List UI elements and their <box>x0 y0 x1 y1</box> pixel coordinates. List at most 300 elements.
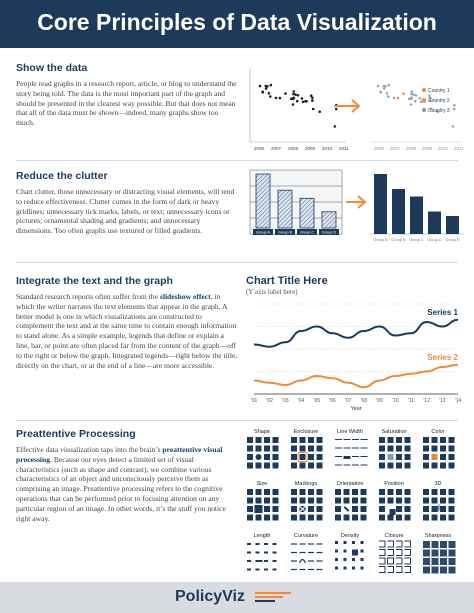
scatter-point <box>334 125 337 128</box>
tick-label: '08 <box>360 398 368 404</box>
mark <box>379 437 385 443</box>
scatter-point <box>301 97 304 100</box>
tick-label: '07 <box>344 398 352 404</box>
mark <box>432 558 439 565</box>
mark <box>308 446 314 452</box>
mark <box>405 558 411 564</box>
series-line <box>254 365 458 388</box>
divider <box>16 420 458 421</box>
scatter-point <box>293 97 296 100</box>
bar-label: Group C <box>409 238 424 242</box>
mark <box>440 558 447 565</box>
scatter-point <box>411 90 414 93</box>
mark <box>264 569 268 571</box>
mark <box>405 498 411 504</box>
mark <box>247 569 251 571</box>
mark <box>361 465 368 466</box>
mark <box>273 515 279 521</box>
mark <box>352 567 355 570</box>
mark <box>300 437 306 443</box>
grid-cell <box>335 541 364 570</box>
scatter-point <box>261 91 264 94</box>
bar-label: Group A <box>373 238 388 242</box>
mark <box>247 454 253 460</box>
mark <box>405 489 411 495</box>
mark <box>379 498 385 504</box>
mark <box>344 567 347 570</box>
mark <box>247 552 251 554</box>
mark <box>256 552 260 554</box>
mark <box>256 489 262 495</box>
mark <box>344 465 351 466</box>
scatter-point <box>420 101 423 104</box>
tick-label: '13 <box>439 398 446 404</box>
x-axis-label: Year <box>350 406 362 412</box>
mark <box>352 465 359 466</box>
mark <box>335 541 338 544</box>
mark <box>440 454 446 460</box>
mark <box>255 505 263 513</box>
mark <box>300 489 306 495</box>
scatter-point <box>293 90 296 93</box>
tick-label: '14 <box>454 398 462 404</box>
bar-label: Group B <box>277 230 293 235</box>
mark <box>432 515 438 521</box>
mark <box>317 498 323 504</box>
mark <box>449 489 455 495</box>
grid-cell <box>291 437 323 469</box>
mark <box>344 498 350 504</box>
mark <box>256 515 262 521</box>
page-title: Core Principles of Data Visualization <box>37 9 437 35</box>
tick-label: '02 <box>266 398 273 404</box>
mark <box>264 498 270 504</box>
scatter-point <box>266 85 269 88</box>
mark <box>273 506 279 512</box>
mark <box>308 463 314 469</box>
mark <box>361 515 367 521</box>
arrow-right-icon <box>334 100 359 112</box>
mark <box>440 446 446 452</box>
mark <box>247 489 253 495</box>
tick-label: '01 <box>250 398 258 404</box>
mark <box>273 489 279 495</box>
mark <box>300 498 306 504</box>
mark <box>247 498 253 504</box>
series-label: Series 1 <box>427 307 458 317</box>
mark <box>352 448 359 449</box>
arrow-right-icon <box>346 196 365 208</box>
mark <box>256 569 260 571</box>
bar-label: Group D <box>321 230 337 235</box>
mark <box>273 498 279 504</box>
mark <box>300 454 306 460</box>
mark <box>405 454 411 460</box>
mark <box>273 437 279 443</box>
cluttered-bar-chart <box>250 170 342 235</box>
mark <box>344 456 351 459</box>
mark <box>352 515 358 521</box>
mark <box>379 541 385 547</box>
mark <box>352 541 355 544</box>
mark <box>361 550 364 553</box>
scatter-point <box>379 91 382 94</box>
mark <box>256 463 262 469</box>
mark <box>423 437 429 443</box>
mark <box>423 463 429 469</box>
mark <box>379 550 385 556</box>
mark <box>291 515 297 521</box>
scatter-point <box>383 87 386 90</box>
grid-label: Markings <box>294 481 318 487</box>
mark <box>440 489 446 495</box>
mark <box>405 550 411 556</box>
mark <box>352 489 358 495</box>
scatter-point <box>388 84 391 87</box>
mark <box>432 506 438 512</box>
mark <box>405 463 411 469</box>
mark <box>317 489 323 495</box>
mark <box>440 515 446 521</box>
mark <box>396 541 402 547</box>
legend-item: Country 3 <box>428 108 450 114</box>
mark <box>432 550 439 557</box>
scatter-point <box>269 95 272 98</box>
mark <box>379 506 385 512</box>
mark <box>432 541 439 548</box>
scatter-point <box>311 99 314 102</box>
mark <box>396 550 402 556</box>
mark <box>449 463 455 469</box>
mark <box>449 515 455 521</box>
scatter-left <box>250 68 349 151</box>
mark <box>396 446 402 452</box>
chart-subtitle: (Y axis label here) <box>246 288 298 296</box>
mark <box>273 569 277 571</box>
mark <box>440 506 446 512</box>
mark <box>388 558 394 564</box>
scatter-point <box>268 92 271 95</box>
bar <box>428 212 441 235</box>
grid-label: Size <box>256 481 268 487</box>
bar <box>446 216 459 234</box>
mark <box>432 446 438 452</box>
scatter-point <box>284 92 287 95</box>
mark <box>273 454 279 460</box>
mark <box>344 550 347 553</box>
grid-cell <box>423 541 456 574</box>
mark <box>405 437 411 443</box>
mark <box>344 541 347 544</box>
mark <box>361 489 367 495</box>
line-chart <box>246 298 466 416</box>
mark <box>388 515 394 521</box>
section-title: Show the data <box>16 62 88 74</box>
mark <box>344 515 350 521</box>
mark <box>335 550 338 553</box>
bar <box>410 197 423 235</box>
mark <box>396 437 402 443</box>
brand-stripes-icon <box>255 591 295 605</box>
mark <box>335 567 338 570</box>
mark <box>273 560 277 562</box>
section-title: Preattentive Processing <box>16 428 136 440</box>
tick-label: 2009 <box>422 146 433 151</box>
scatter-point <box>302 101 305 104</box>
tick-label: 2010 <box>438 146 449 151</box>
mark <box>256 498 262 504</box>
mark <box>449 558 456 565</box>
tick-label: 2008 <box>406 146 417 151</box>
mark <box>317 506 323 512</box>
grid-cell <box>291 544 323 570</box>
scatter-point <box>311 97 314 100</box>
scatter-point <box>335 108 338 111</box>
mark <box>432 463 438 469</box>
brand-logo: PolicyViz <box>175 588 245 605</box>
chart-title: Chart Title Here <box>246 275 328 287</box>
tick-label: '10 <box>391 398 399 404</box>
mark <box>300 463 306 469</box>
mark <box>361 567 364 570</box>
mark <box>449 437 455 443</box>
mark <box>432 567 439 574</box>
scatter-point <box>387 95 390 98</box>
mark <box>388 498 394 504</box>
grid-cell <box>423 437 455 469</box>
mark <box>264 437 270 443</box>
mark <box>396 506 402 512</box>
mark <box>423 454 429 460</box>
mark <box>449 567 456 574</box>
grid-label: Closure <box>384 533 404 539</box>
mark <box>432 454 438 460</box>
mark <box>335 439 342 440</box>
mark <box>396 498 402 504</box>
bar-label: Group B <box>391 238 406 242</box>
grid-cell <box>247 543 277 571</box>
scatter-point <box>411 97 414 100</box>
mark <box>308 506 314 512</box>
bar-label: Group C <box>299 230 315 235</box>
tick-label: '11 <box>407 398 415 404</box>
scatter-point <box>410 103 413 106</box>
tick-label: 2006 <box>374 146 385 151</box>
tick-label: '09 <box>376 398 383 404</box>
mark <box>423 498 429 504</box>
scatter-point <box>377 85 380 88</box>
mark <box>335 506 341 512</box>
mark <box>440 463 446 469</box>
tick-label: 2006 <box>254 146 265 151</box>
mark <box>449 550 456 557</box>
mark <box>423 506 429 512</box>
mark <box>335 498 341 504</box>
mark <box>317 437 323 443</box>
mark <box>405 567 411 573</box>
section-body: Effective data visualization taps into the brain’s preattentive visual processing. Because our eyes detect a limited set of visual characteristics (such as shape and contrast), we combine various characteristics of an object and unconsciously perceive them as comprising an image. Preattentive processing refers to the cognitive operations that can be performed prior to focusing attention on any particular region of an image. In other words, it’s the stuff you notice right away. <box>16 445 226 523</box>
mark <box>432 489 438 495</box>
mark <box>335 515 341 521</box>
mark <box>396 463 402 469</box>
mark <box>361 456 368 457</box>
scatter-point <box>294 93 297 96</box>
mark <box>344 439 351 440</box>
mark <box>247 463 253 469</box>
mark <box>423 446 429 452</box>
mark <box>405 541 411 547</box>
mark <box>388 454 394 460</box>
mark <box>405 446 411 452</box>
scatter-point <box>397 97 400 100</box>
mark <box>264 506 270 512</box>
mark <box>256 437 262 443</box>
mark <box>396 558 402 564</box>
mark <box>352 506 358 512</box>
mark <box>379 489 385 495</box>
mark <box>308 437 314 443</box>
mark <box>264 560 268 562</box>
mark <box>396 515 402 521</box>
mark <box>273 463 279 469</box>
scatter-point <box>318 110 321 113</box>
mark <box>256 454 262 460</box>
mark <box>256 543 260 545</box>
mark <box>352 439 359 440</box>
mark <box>352 456 359 457</box>
tick-label: '04 <box>297 398 305 404</box>
line-chart-panel <box>246 275 466 296</box>
section-title: Reduce the clutter <box>16 170 108 182</box>
mark <box>317 515 323 521</box>
mark <box>423 515 429 521</box>
grid-cell <box>379 489 411 521</box>
scatter-point <box>393 97 396 100</box>
mark <box>449 454 455 460</box>
tick-label: 2009 <box>305 146 316 151</box>
divider <box>16 160 458 161</box>
mark <box>388 489 394 495</box>
bar <box>300 198 314 228</box>
section-body: People read graphs in a research report, article, or blog to understand the story being told. The data is the most important part of the graph and should be presented in the clearest way possible. But that does not mean that all of the data must be shown—indeed, many graphs show too much. <box>16 79 237 128</box>
bar-label: Group E <box>445 238 460 242</box>
grid-label: Length <box>253 533 271 539</box>
grid-label: Curvature <box>293 533 319 539</box>
grid-cell <box>335 489 367 521</box>
scatter-point <box>305 100 308 103</box>
mark <box>423 567 430 574</box>
mark <box>388 446 394 452</box>
mark <box>440 498 446 504</box>
mark <box>335 489 341 495</box>
header-banner <box>0 0 474 48</box>
scatter-point <box>270 84 273 87</box>
mark <box>361 506 367 512</box>
mark <box>335 558 338 561</box>
grid-label: Color <box>431 429 445 435</box>
bar <box>256 174 270 228</box>
mark <box>379 567 385 573</box>
legend-item: Country 1 <box>428 88 450 94</box>
mark <box>264 463 270 469</box>
mark <box>388 463 394 469</box>
mark <box>344 558 347 561</box>
scatter-point <box>296 100 299 103</box>
mark <box>440 541 447 548</box>
scatter-point <box>402 92 405 95</box>
tick-label: 2011 <box>339 146 349 151</box>
mark <box>264 446 270 452</box>
bar-label: Group A <box>256 230 270 235</box>
mark <box>256 560 263 562</box>
tick-label: '05 <box>313 398 321 404</box>
mark <box>308 498 314 504</box>
mark <box>379 515 385 521</box>
scatter-point <box>453 104 456 107</box>
bar-label: Group D <box>427 238 442 242</box>
scatter-point <box>419 97 422 100</box>
mark <box>300 446 306 452</box>
mark <box>352 550 358 556</box>
mark <box>291 437 297 443</box>
mark <box>352 558 355 561</box>
mark <box>264 543 268 545</box>
bar <box>278 190 292 228</box>
mark <box>317 454 323 460</box>
series-line <box>254 320 458 347</box>
scatter-point <box>414 100 417 103</box>
mark <box>432 498 438 504</box>
mark <box>423 558 430 565</box>
tick-label: 2007 <box>390 146 401 151</box>
mark <box>423 550 430 557</box>
mark <box>352 498 358 504</box>
grid-cell <box>423 489 455 521</box>
mark <box>264 515 270 521</box>
mark <box>440 567 447 574</box>
mark <box>291 454 297 460</box>
mark <box>388 550 394 556</box>
mark <box>390 509 396 515</box>
mark <box>405 506 411 512</box>
bar <box>374 174 387 234</box>
mark <box>291 498 297 504</box>
grid-label: Orientation <box>336 481 364 487</box>
tick-label: '12 <box>423 398 430 404</box>
scatter-point <box>297 94 300 97</box>
mark <box>308 515 314 521</box>
grid-label: Position <box>384 481 404 487</box>
mark <box>247 506 253 512</box>
bar <box>392 189 405 234</box>
mark <box>300 560 306 564</box>
mark <box>335 448 342 449</box>
mark <box>335 456 342 457</box>
mark <box>396 489 402 495</box>
mark <box>291 506 297 512</box>
series-label: Series 2 <box>427 352 458 362</box>
mark <box>388 437 394 443</box>
mark <box>449 446 455 452</box>
bar-comparison <box>246 166 468 246</box>
scatter-point <box>384 85 387 88</box>
mark <box>264 454 270 460</box>
scatter-point <box>453 108 456 111</box>
mark <box>273 552 277 554</box>
section-show-data <box>16 62 238 128</box>
mark <box>379 463 385 469</box>
grid-label: Shape <box>254 429 270 435</box>
